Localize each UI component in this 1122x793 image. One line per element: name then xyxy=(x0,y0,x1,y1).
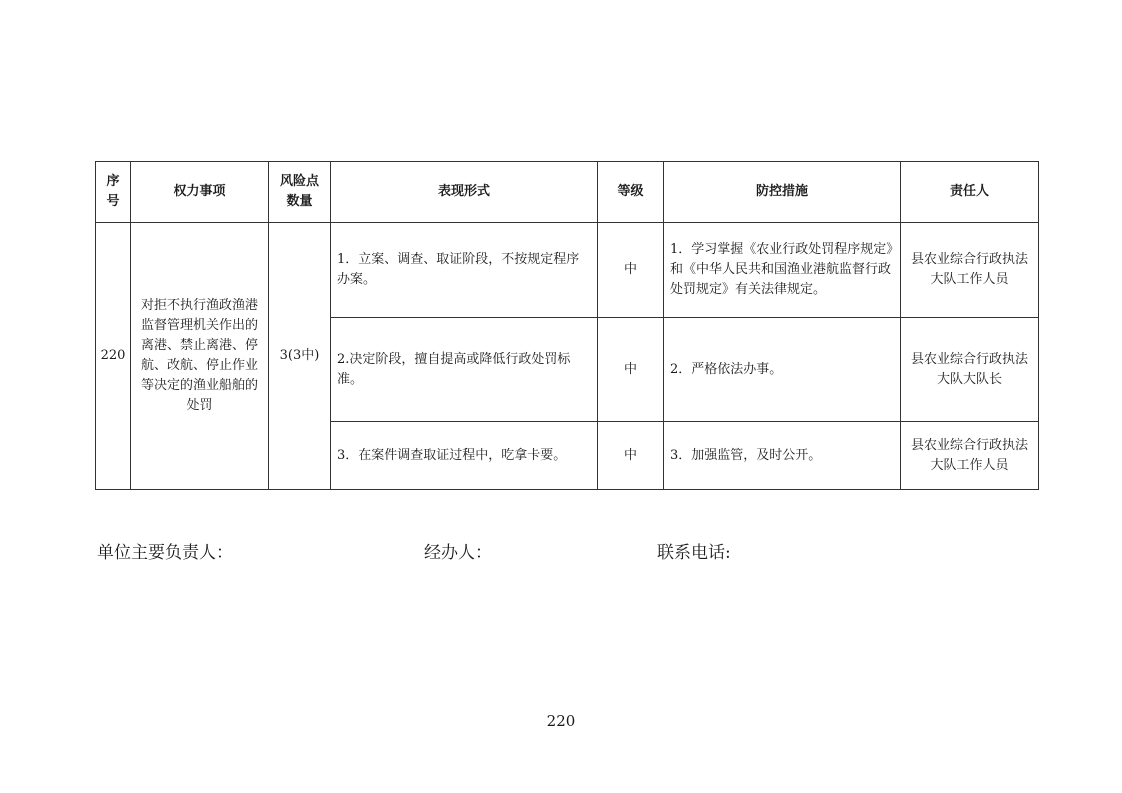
risk-manifestation: 2.决定阶段，擅自提高或降低行政处罚标准。 xyxy=(331,318,598,422)
header-responsible: 责任人 xyxy=(901,162,1039,223)
control-measure: 2．严格依法办事。 xyxy=(664,318,901,422)
page-number: 220 xyxy=(546,712,576,730)
risk-manifestation: 1．立案、调查、取证阶段，不按规定程序办案。 xyxy=(331,223,598,318)
responsible-person: 县农业综合行政执法大队工作人员 xyxy=(901,223,1039,318)
responsible-person: 县农业综合行政执法大队工作人员 xyxy=(901,422,1039,490)
header-manifestation: 表现形式 xyxy=(331,162,598,223)
risk-level: 中 xyxy=(598,223,664,318)
control-measure: 3．加强监管，及时公开。 xyxy=(664,422,901,490)
header-level: 等级 xyxy=(598,162,664,223)
control-measure: 1．学习掌握《农业行政处罚程序规定》和《中华人民共和国渔业港航监督行政处罚规定》有关法律规定。 xyxy=(664,223,901,318)
handler-signature-label: 经办人： xyxy=(424,543,492,563)
contact-phone-label: 联系电话: xyxy=(657,543,731,563)
risk-level: 中 xyxy=(598,422,664,490)
unit-head-signature-label: 单位主要负责人： xyxy=(97,543,233,563)
record-seq: 220 xyxy=(96,223,131,490)
header-risk-count xyxy=(269,162,331,223)
risk-manifestation: 3．在案件调查取证过程中，吃拿卡要。 xyxy=(331,422,598,490)
record-risk-count: 3(3中) xyxy=(269,223,331,490)
record-power-item: 对拒不执行渔政渔港监督管理机关作出的离港、禁止离港、停航、改航、停止作业等决定的渔业船舶的处罚 xyxy=(131,223,269,490)
header-risk-count-line-2: 数量 xyxy=(286,194,313,209)
header-seq-line-1: 序 xyxy=(106,174,120,189)
responsible-person: 县农业综合行政执法大队大队长 xyxy=(901,318,1039,422)
header-seq xyxy=(96,162,131,223)
header-control-measures: 防控措施 xyxy=(664,162,901,223)
table-header-row xyxy=(96,162,1039,223)
header-power-item: 权力事项 xyxy=(131,162,269,223)
risk-control-table xyxy=(95,161,1039,490)
risk-level: 中 xyxy=(598,318,664,422)
table-row xyxy=(96,223,1039,318)
header-risk-count-line-1: 风险点 xyxy=(279,174,319,189)
header-seq-line-2: 号 xyxy=(106,194,120,209)
